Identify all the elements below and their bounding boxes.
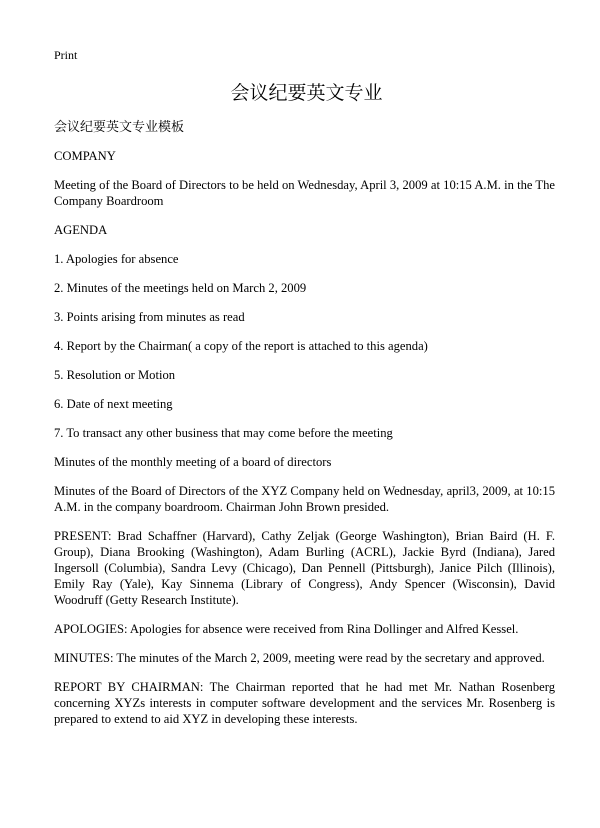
chairman-report-section: REPORT BY CHAIRMAN: The Chairman reported that he had met Mr. Nathan Rosenberg concerning XYZs interests in computer software development and the services Mr. Rosenberg is prepared to extend to aid XYZ in developing these interests.: [54, 680, 555, 726]
agenda-item: 7. To transact any other business that may come before the meeting: [54, 426, 393, 440]
minutes-heading: Minutes of the monthly meeting of a board of directors: [54, 455, 332, 469]
agenda-item: 4. Report by the Chairman( a copy of the report is attached to this agenda): [54, 339, 428, 353]
agenda-item: 5. Resolution or Motion: [54, 368, 176, 382]
document-subtitle: 会议纪要英文专业模板: [54, 120, 185, 135]
minutes-intro: Minutes of the Board of Directors of the XYZ Company held on Wednesday, april3, 2009, at 10:15 A.M. in the company boardroom. Chairman John Brown presided.: [54, 484, 555, 514]
meeting-notice: Meeting of the Board of Directors to be held on Wednesday, April 3, 2009 at 10:15 A.M. in the The Company Boardroom: [54, 178, 555, 208]
agenda-heading: AGENDA: [54, 223, 108, 237]
apologies-section: APOLOGIES: Apologies for absence were received from Rina Dollinger and Alfred Kessel.: [54, 622, 519, 636]
company-heading: COMPANY: [54, 149, 116, 163]
minutes-section: MINUTES: The minutes of the March 2, 2009, meeting were read by the secretary and approved.: [54, 651, 545, 665]
document-title: 会议纪要英文专业: [230, 82, 383, 104]
present-list: PRESENT: Brad Schaffner (Harvard), Cathy Zeljak (George Washington), Brian Baird (H. F. Group), Diana Brooking (Washington), Adam Burling (ACRL), Jackie Byrd (Indiana), Jared Ingersoll (Columbia), Sandra Levy (Chicago), Dan Pennell (Pittsburgh), Janice Pilch (Illinois), Emily Ray (Yale), Kay Sinnema (Library of Congress), Andy Spencer (Wisconsin), David Woodruff (Getty Research Institute).: [54, 529, 555, 607]
print-link[interactable]: Print: [54, 48, 78, 62]
agenda-item: 1. Apologies for absence: [54, 252, 179, 266]
agenda-item: 2. Minutes of the meetings held on March 2, 2009: [54, 281, 307, 295]
document-body: [54, 148, 555, 727]
agenda-item: 6. Date of next meeting: [54, 397, 173, 411]
agenda-item: 3. Points arising from minutes as read: [54, 310, 245, 324]
